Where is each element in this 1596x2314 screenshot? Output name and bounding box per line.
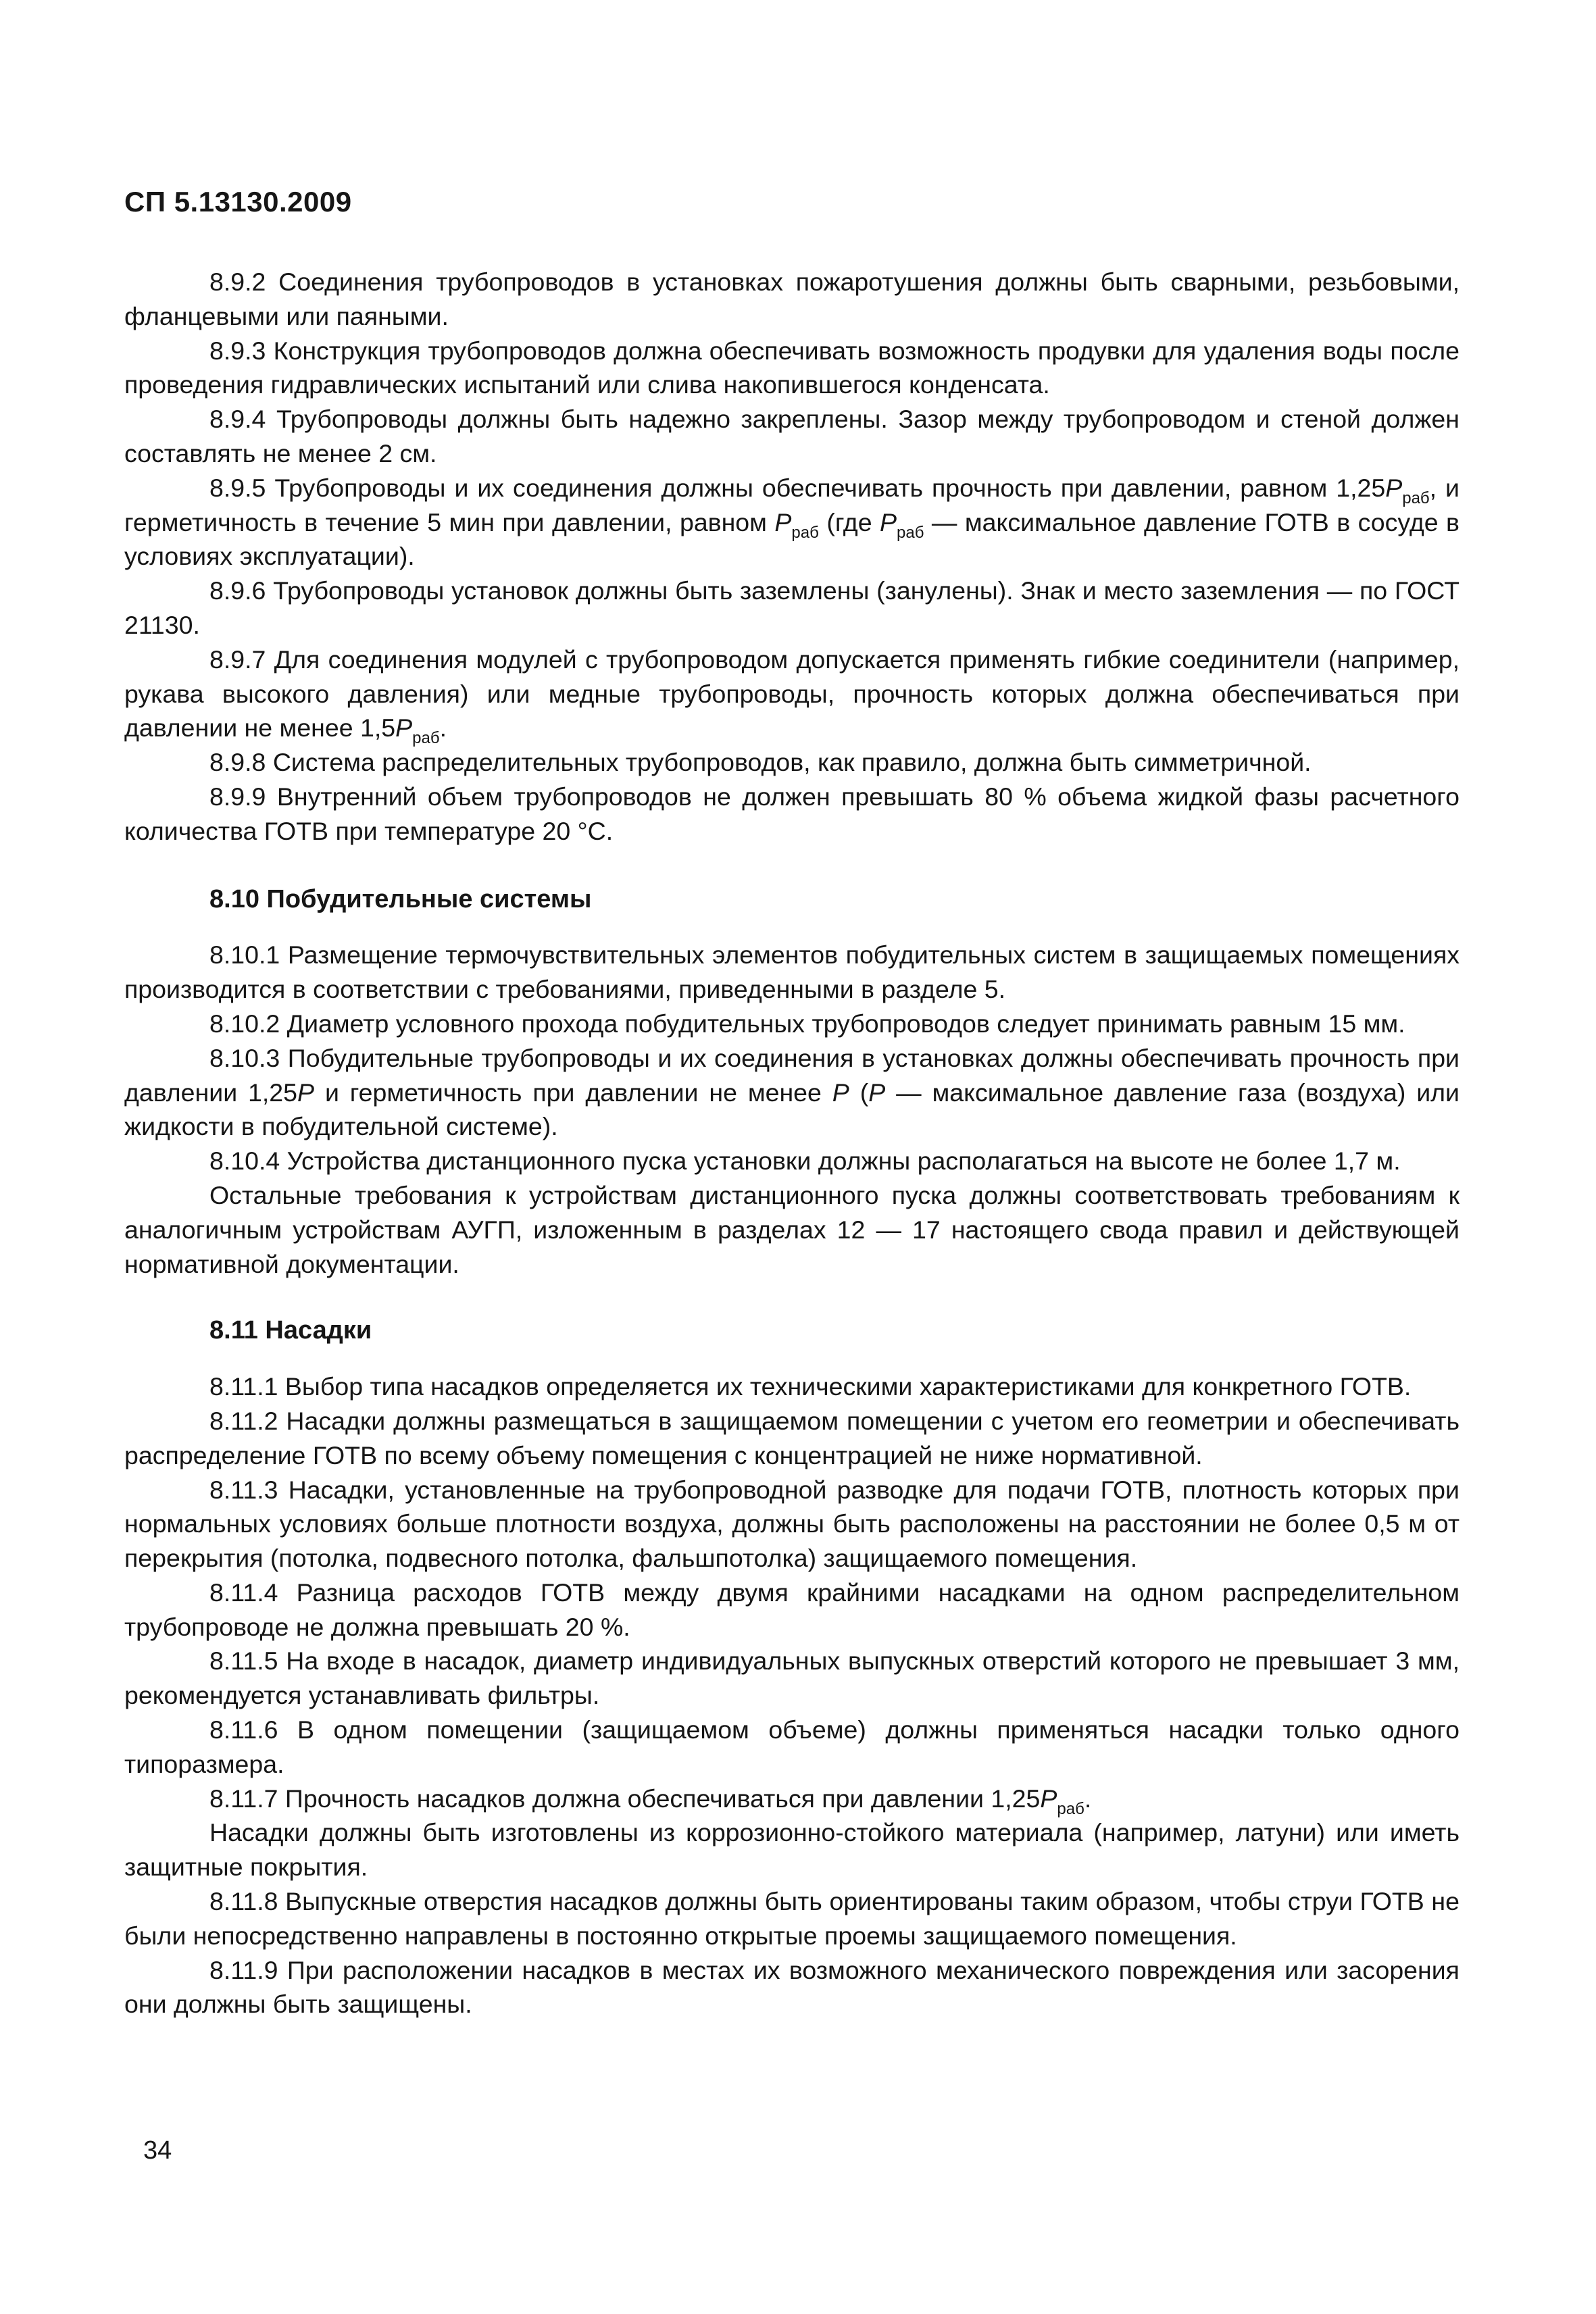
- clause-8-11-1: 8.11.1 Выбор типа насадков определяется их техническими характеристиками для конкретного ГОТВ.: [209, 1372, 1412, 1401]
- subscript-rab: раб: [791, 523, 819, 542]
- clause-8-9-9: 8.9.9 Внутренний объем трубопроводов не должен превышать 80 % объема жидкой фазы расчетного количества ГОТВ при температуре 20 °С.: [124, 782, 1460, 845]
- clause-8-11-3: 8.11.3 Насадки, установленные на трубопроводной разводке для подачи ГОТВ, плотность которых при нормальных условиях больше плотности воздуха, должны быть расположены на расстоянии не более 0,5 м от перекрытия (потолка, подвесного потолка, фальшпотолка) защищаемого помещения.: [124, 1475, 1460, 1573]
- clause-8-11-7-material: Насадки должны быть изготовлены из коррозионно-стойкого материала (например, латуни) или иметь защитные покрытия.: [124, 1818, 1460, 1882]
- clause-8-11-2: 8.11.2 Насадки должны размещаться в защищаемом помещении с учетом его геометрии и обеспечивать распределение ГОТВ по всему объему помещения с концентрацией не ниже нормативной.: [124, 1406, 1460, 1469]
- clause-text: 8.10.3 Побудительные трубопроводы и их соединения в установках должны обеспечивать прочность при давлении 1,25: [124, 1043, 1460, 1107]
- document-body: [124, 265, 1460, 2021]
- clause-8-11-7: [124, 1782, 1460, 1816]
- clause-8-9-4: 8.9.4 Трубопроводы должны быть надежно закреплены. Зазор между трубопроводом и стеной должен составлять не менее 2 см.: [124, 405, 1460, 468]
- pressure-symbol: P: [868, 1078, 886, 1107]
- clause-8-9-8: 8.9.8 Система распределительных трубопроводов, как правило, должна быть симметричной.: [209, 748, 1312, 777]
- clause-text: — максимальное давление ГОТВ в сосуде в условиях эксплуатации).: [124, 507, 1460, 571]
- subscript-rab: раб: [897, 523, 924, 542]
- section-heading-8-11: 8.11 Насадки: [209, 1316, 372, 1345]
- clause-text: .: [439, 713, 447, 743]
- clause-text: , и герметичность в течение 5 мин при давлении, равном: [124, 473, 1460, 536]
- page-number: 34: [143, 2136, 172, 2165]
- pressure-symbol: P: [1385, 473, 1403, 502]
- clause-text: (где: [818, 507, 880, 536]
- pressure-symbol: P: [880, 507, 897, 536]
- clause-text: 8.11.7 Прочность насадков должна обеспечиваться при давлении 1,25: [209, 1784, 1041, 1813]
- pressure-symbol: P: [297, 1078, 315, 1107]
- clause-8-9-5: [124, 471, 1460, 574]
- clause-8-11-6: 8.11.6 В одном помещении (защищаемом объеме) должны применяться насадки только одного типоразмера.: [124, 1715, 1460, 1778]
- clause-8-11-5: 8.11.5 На входе в насадок, диаметр индивидуальных выпускных отверстий которого не превышает 3 мм, рекомендуется устанавливать фильтры.: [124, 1646, 1460, 1710]
- clause-text: и герметичность при давлении не менее: [314, 1078, 832, 1107]
- clause-8-11-9: 8.11.9 При расположении насадков в местах их возможного механического повреждения или засорения они должны быть защищены.: [124, 1955, 1460, 2019]
- clause-8-9-3: 8.9.3 Конструкция трубопроводов должна обеспечивать возможность продувки для удаления воды после проведения гидравлических испытаний или слива накопившегося конденсата.: [124, 336, 1460, 399]
- pressure-symbol: P: [395, 713, 413, 743]
- clause-text: (: [849, 1078, 869, 1107]
- clause-8-10-4: 8.10.4 Устройства дистанционного пуска установки должны располагаться на высоте не более 1,7 м.: [209, 1147, 1401, 1176]
- clause-text: — максимальное давление газа (воздуха) или жидкости в побудительной системе).: [124, 1078, 1460, 1141]
- clause-text: 8.9.5 Трубопроводы и их соединения должны обеспечивать прочность при давлении, равном 1,25: [209, 473, 1386, 502]
- clause-8-10-2: 8.10.2 Диаметр условного прохода побудительных трубопроводов следует принимать равным 15 мм.: [209, 1009, 1405, 1038]
- pressure-symbol: P: [832, 1078, 849, 1107]
- subscript-rab: раб: [1402, 488, 1430, 507]
- clause-8-10-1: 8.10.1 Размещение термочувствительных элементов побудительных систем в защищаемых помещениях производится в соответствии с требованиями, приведенными в разделе 5.: [124, 940, 1460, 1004]
- clause-8-10-3: [124, 1041, 1460, 1144]
- clause-8-9-2: 8.9.2 Соединения трубопроводов в установках пожаротушения должны быть сварными, резьбовыми, фланцевыми или паяными.: [124, 268, 1460, 330]
- clause-8-11-8: 8.11.8 Выпускные отверстия насадков должны быть ориентированы таким образом, чтобы струи ГОТВ не были непосредственно направлены в постоянно открытые проемы защищаемого помещения.: [124, 1887, 1460, 1950]
- clause-text: .: [1084, 1784, 1092, 1813]
- clause-8-9-7: [124, 643, 1460, 748]
- pressure-symbol: P: [774, 507, 792, 536]
- pressure-symbol: P: [1040, 1784, 1057, 1813]
- clause-8-9-6: 8.9.6 Трубопроводы установок должны быть заземлены (занулены). Знак и место заземления — по ГОСТ 21130.: [124, 576, 1460, 639]
- section-heading-8-10: 8.10 Побудительные системы: [209, 884, 592, 913]
- clause-8-10-remaining-requirements: Остальные требования к устройствам дистанционного пуска должны соответствовать требованиям к аналогичным устройствам АУГП, изложенным в разделах 12 — 17 настоящего свода правил и действующей нормативной документации.: [124, 1180, 1460, 1278]
- clause-8-11-4: 8.11.4 Разница расходов ГОТВ между двумя крайними насадками на одном распределительном трубопроводе не должна превышать 20 %.: [124, 1578, 1460, 1641]
- clause-text: 8.9.7 Для соединения модулей с трубопроводом допускается применять гибкие соединители (например, рукава высокого давления) или медные трубопроводы, прочность которых должна обеспечиваться при давлении не менее 1,5: [124, 645, 1460, 743]
- document-code-header: СП 5.13130.2009: [124, 186, 352, 218]
- subscript-rab: раб: [412, 729, 440, 748]
- subscript-rab: раб: [1057, 1799, 1084, 1818]
